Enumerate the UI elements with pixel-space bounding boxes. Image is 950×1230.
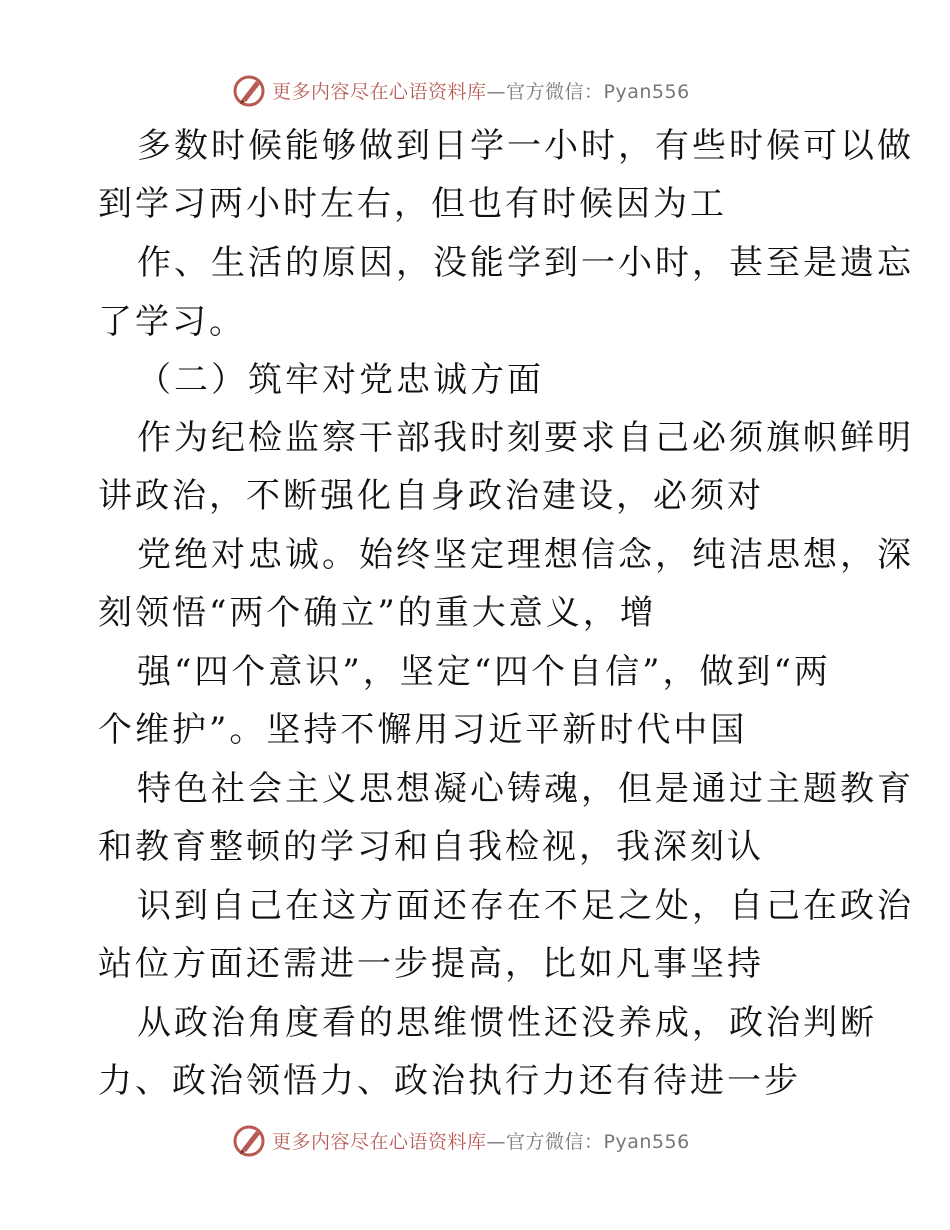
body-line: 强“四个意识”，坚定“四个自信”，做到“两	[137, 652, 831, 692]
body-line: 党绝对忠诚。始终坚定理想信念，纯洁思想，深	[137, 535, 914, 575]
body-line: 作、生活的原因，没能学到一小时，甚至是遗忘	[137, 243, 914, 283]
body-line: 从政治角度看的思维惯性还没养成，政治判断	[137, 1003, 877, 1043]
body-line: 站位方面还需进一步提高，比如凡事坚持	[98, 944, 764, 984]
body-line: 了学习。	[98, 302, 246, 342]
section-heading: （二）筑牢对党忠诚方面	[137, 360, 544, 400]
body-line: 作为纪检监察干部我时刻要求自己必须旗帜鲜明	[137, 418, 914, 458]
body-line: 多数时候能够做到日学一小时，有些时候可以做	[137, 126, 914, 166]
body-line: 讲政治，不断强化自身政治建设，必须对	[98, 476, 764, 516]
pen-logo-icon	[232, 72, 268, 108]
body-line: 刻领悟“两个确立”的重大意义，增	[98, 593, 657, 633]
body-line: 和教育整顿的学习和自我检视，我深刻认	[98, 827, 764, 867]
watermark-brand-text: 更多内容尽在心语资料库	[272, 80, 487, 103]
body-line: 力、政治领悟力、政治执行力还有待进一步	[98, 1061, 801, 1101]
watermark-brand-text: 更多内容尽在心语资料库	[272, 1130, 487, 1153]
header-watermark	[232, 70, 732, 110]
pen-logo-icon	[232, 1122, 268, 1158]
body-line: 到学习两小时左右，但也有时候因为工	[98, 184, 727, 224]
body-line: 个维护”。坚持不懈用习近平新时代中国	[98, 710, 748, 750]
footer-watermark	[232, 1120, 732, 1160]
watermark-official-text: —官方微信：Pyan556	[486, 1130, 690, 1153]
watermark-official-text: —官方微信：Pyan556	[486, 80, 690, 103]
body-line: 识到自己在这方面还存在不足之处，自己在政治	[137, 886, 914, 926]
body-line: 特色社会主义思想凝心铸魂，但是通过主题教育	[137, 769, 914, 809]
